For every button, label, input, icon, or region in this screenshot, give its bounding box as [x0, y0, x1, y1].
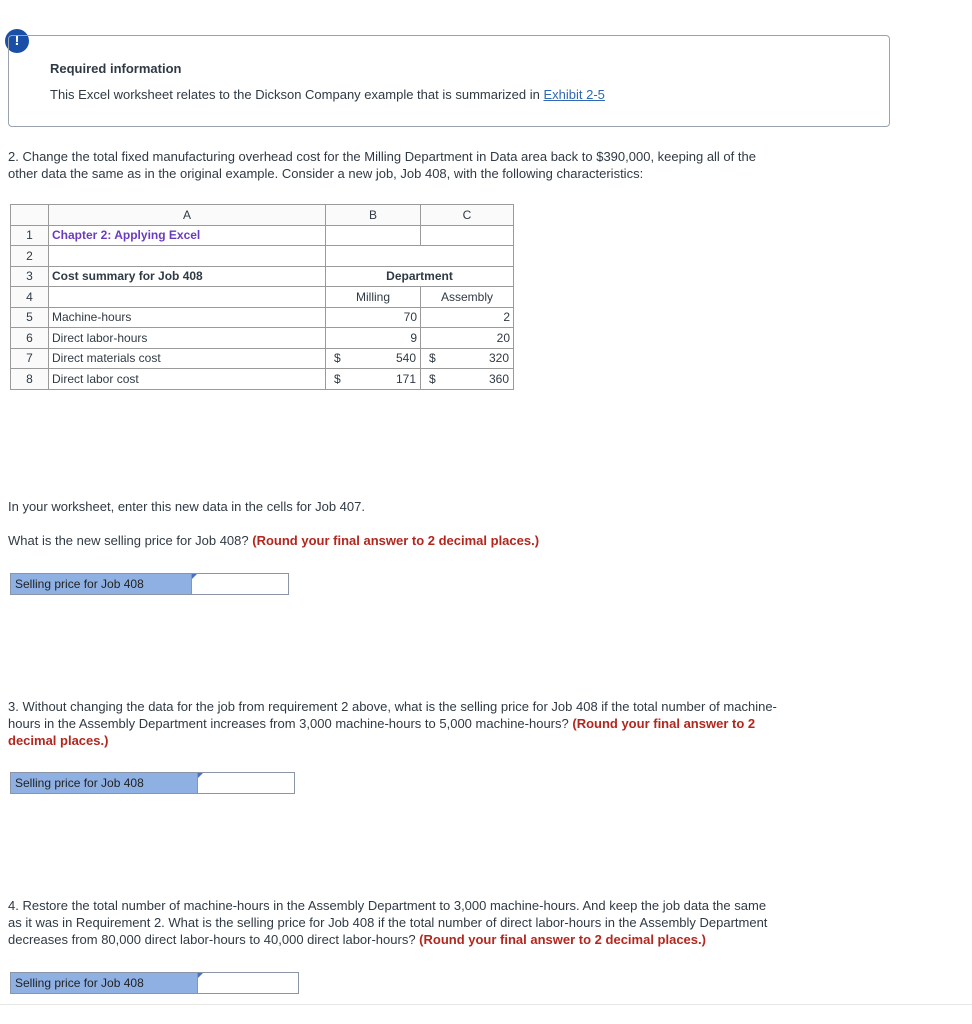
answer-row-q3 [10, 772, 295, 794]
input-marker-icon [198, 973, 203, 978]
cell-a8: Direct labor cost [49, 369, 326, 390]
worksheet-table [10, 204, 514, 390]
sheet-row-1 [11, 225, 514, 246]
cell-c8 [421, 369, 514, 390]
question-4-line1: 4. Restore the total number of machine-hours in the Assembly Department to 3,000 machine-hours. And keep the job data the same [8, 898, 767, 913]
question-4-line2: as it was in Requirement 2. What is the selling price for Job 408 if the total number of direct labor-hours in the Assembly Department [8, 915, 768, 930]
info-text [50, 87, 605, 102]
row-number: 5 [11, 307, 49, 328]
row-number: 2 [11, 246, 49, 267]
sheet-row-5 [11, 307, 514, 328]
question-3-line1: 3. Without changing the data for the job from requirement 2 above, what is the selling price for Job 408 if the total number of machine- [8, 699, 777, 714]
answer-input-wrap [198, 773, 294, 793]
cell-value: 540 [395, 351, 416, 366]
cell-c2 [421, 246, 514, 267]
cell-a6: Direct labor-hours [49, 328, 326, 349]
required-info-box [8, 35, 890, 127]
cell-a1: Chapter 2: Applying Excel [49, 225, 326, 246]
cell-c4: Assembly [421, 287, 514, 308]
cell-b1 [326, 225, 421, 246]
round-note: (Round your final answer to 2 decimal places.) [252, 533, 540, 548]
cell-b8 [326, 369, 421, 390]
answer-label: Selling price for Job 408 [11, 973, 198, 993]
question-2-prompt-text: What is the new selling price for Job 408? [8, 533, 253, 548]
sheet-row-7 [11, 348, 514, 369]
sheet-row-6 [11, 328, 514, 349]
cell-b4: Milling [326, 287, 421, 308]
input-marker-icon [192, 574, 197, 579]
question-2-line2: other data the same as in the original example. Consider a new job, Job 408, with the following characteristics: [8, 166, 644, 181]
question-3-line2-text: hours in the Assembly Department increases from 3,000 machine-hours to 5,000 machine-hours? [8, 716, 573, 731]
cell-a2 [49, 246, 326, 267]
info-text-body: This Excel worksheet relates to the Dickson Company example that is summarized in [50, 87, 544, 102]
sheet-row-8 [11, 369, 514, 390]
question-2 [8, 148, 756, 182]
cell-c6: 20 [421, 328, 514, 349]
corner-cell [11, 205, 49, 226]
answer-input-wrap [198, 973, 298, 993]
question-4-line3 [8, 931, 767, 948]
answer-label: Selling price for Job 408 [11, 574, 192, 594]
cell-value: 320 [488, 351, 509, 366]
sheet-row-4 [11, 287, 514, 308]
row-number: 4 [11, 287, 49, 308]
input-marker-icon [198, 773, 203, 778]
answer-input-wrap [192, 574, 288, 594]
question-2-line1: 2. Change the total fixed manufacturing overhead cost for the Milling Department in Data area back to $390,000, keeping all of the [8, 149, 756, 164]
row-number: 6 [11, 328, 49, 349]
question-4 [8, 897, 767, 948]
cell-c7 [421, 348, 514, 369]
cell-a5: Machine-hours [49, 307, 326, 328]
col-header-a: A [49, 205, 326, 226]
cell-a3: Cost summary for Job 408 [49, 266, 326, 287]
page-divider [0, 1004, 972, 1005]
row-number: 8 [11, 369, 49, 390]
sheet-row-2 [11, 246, 514, 267]
cell-c5: 2 [421, 307, 514, 328]
selling-price-input-q2[interactable] [192, 574, 288, 594]
cell-a4 [49, 287, 326, 308]
info-title: Required information [50, 61, 182, 76]
currency-sign: $ [334, 371, 341, 386]
question-3 [8, 698, 777, 749]
exhibit-link[interactable]: Exhibit 2-5 [543, 87, 605, 102]
col-header-c: C [421, 205, 514, 226]
question-3-line2 [8, 715, 777, 732]
currency-sign: $ [334, 351, 341, 366]
selling-price-input-q3[interactable] [198, 773, 294, 793]
row-number: 7 [11, 348, 49, 369]
cell-b7 [326, 348, 421, 369]
currency-sign: $ [429, 371, 436, 386]
cell-value: 171 [395, 371, 416, 386]
question-2-prompt [8, 532, 539, 549]
cell-b6: 9 [326, 328, 421, 349]
cell-bc3-department: Department [326, 266, 514, 287]
currency-sign: $ [429, 351, 436, 366]
selling-price-input-q4[interactable] [198, 973, 298, 993]
answer-row-q2 [10, 573, 289, 595]
enter-instruction: In your worksheet, enter this new data in the cells for Job 407. [8, 499, 365, 514]
round-note: (Round your final answer to 2 [572, 716, 756, 731]
answer-row-q4 [10, 972, 299, 994]
row-number: 3 [11, 266, 49, 287]
column-header-row [11, 205, 514, 226]
answer-label: Selling price for Job 408 [11, 773, 198, 793]
round-note-cont: decimal places.) [8, 733, 109, 748]
row-number: 1 [11, 225, 49, 246]
alert-icon: ! [5, 29, 29, 53]
cell-value: 360 [488, 371, 509, 386]
cell-c1 [421, 225, 514, 246]
question-4-line3-text: decreases from 80,000 direct labor-hours to 40,000 direct labor-hours? [8, 932, 420, 947]
cell-b5: 70 [326, 307, 421, 328]
sheet-row-3 [11, 266, 514, 287]
cell-a7: Direct materials cost [49, 348, 326, 369]
cell-b2 [326, 246, 421, 267]
col-header-b: B [326, 205, 421, 226]
round-note: (Round your final answer to 2 decimal places.) [419, 932, 706, 947]
